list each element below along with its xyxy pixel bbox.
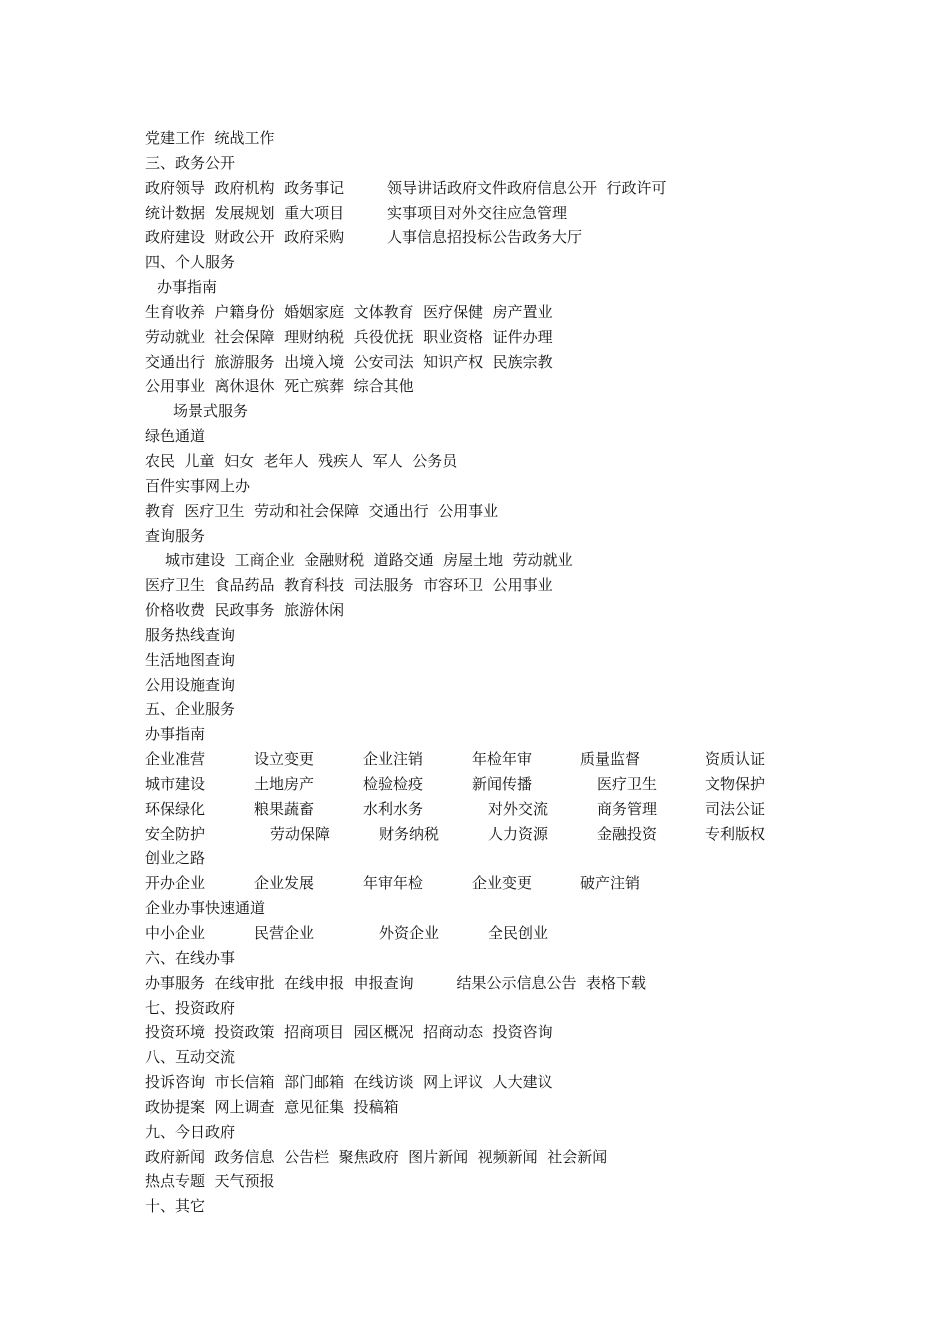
text-line: 政府新闻 政务信息 公告栏 聚焦政府 图片新闻 视频新闻 社会新闻: [145, 1147, 608, 1166]
grid-cell: 司法公证: [705, 799, 766, 818]
subsection-heading: 绿色通道: [145, 427, 206, 446]
subsection-heading: 创业之路: [145, 849, 206, 868]
text-line: 投资环境 投资政策 招商项目 园区概况 招商动态 投资咨询: [145, 1023, 553, 1042]
grid-cell: 企业注销: [363, 750, 424, 769]
section-heading: 九、今日政府: [145, 1122, 236, 1141]
grid-cell: 设立变更: [254, 750, 315, 769]
grid-cell: 专利版权: [705, 824, 766, 843]
text-line: 公用事业 离休退休 死亡殡葬 综合其他: [145, 377, 414, 396]
text-line: 统计数据 发展规划 重大项目 实事项目对外交往应急管理: [145, 203, 567, 222]
grid-cell: 金融投资: [597, 824, 658, 843]
enterprise-grid-row: [145, 772, 845, 797]
grid-cell: 民营企业: [254, 924, 315, 942]
subsection-heading: 百件实事网上办: [145, 476, 251, 495]
subsection-heading: 查询服务: [145, 526, 206, 545]
grid-cell: 破产注销: [580, 874, 641, 893]
text-line: 热点专题 天气预报: [145, 1172, 275, 1191]
grid-cell: 商务管理: [597, 799, 658, 818]
grid-cell: 企业发展: [254, 874, 315, 893]
fast-track-row: [145, 921, 845, 946]
text-line: 服务热线查询: [145, 625, 236, 644]
grid-cell: 土地房产: [254, 774, 315, 793]
text-line: 政府建设 财政公开 政府采购 人事信息招投标公告政务大厅: [145, 228, 582, 247]
grid-cell: 企业变更: [472, 874, 533, 893]
grid-cell: 粮果蔬畜: [254, 799, 315, 818]
section-heading: 五、企业服务: [145, 700, 236, 719]
text-line: 农民 儿童 妇女 老年人 残疾人 军人 公务员: [145, 451, 458, 470]
subsection-heading: 办事指南: [145, 725, 206, 744]
grid-cell: 全民创业: [488, 924, 549, 942]
grid-cell: 检验检疫: [363, 774, 424, 793]
text-line: 城市建设 工商企业 金融财税 道路交通 房屋土地 劳动就业: [165, 551, 573, 570]
text-line: 交通出行 旅游服务 出境入境 公安司法 知识产权 民族宗教: [145, 352, 553, 371]
grid-cell: 中小企业: [145, 924, 206, 942]
section-heading: 七、投资政府: [145, 998, 236, 1017]
grid-cell: 资质认证: [705, 750, 766, 769]
text-line: 劳动就业 社会保障 理财纳税 兵役优抚 职业资格 证件办理: [145, 327, 553, 346]
enterprise-grid-row: [145, 822, 845, 847]
document-body: [145, 126, 845, 1219]
grid-cell: 对外交流: [488, 799, 549, 818]
section-heading: 六、在线办事: [145, 948, 236, 967]
section-heading: 十、其它: [145, 1197, 206, 1216]
subsection-heading: 场景式服务: [173, 402, 249, 421]
grid-cell: 文物保护: [705, 774, 766, 793]
section-heading: 四、个人服务: [145, 253, 236, 272]
subsection-heading: 企业办事快速通道: [145, 899, 266, 918]
section-heading: 三、政务公开: [145, 153, 236, 172]
text-line: 价格收费 民政事务 旅游休闲: [145, 601, 345, 620]
text-line: 公用设施查询: [145, 675, 236, 694]
startup-row: [145, 871, 845, 896]
grid-cell: 医疗卫生: [597, 774, 658, 793]
grid-cell: 财务纳税: [379, 824, 440, 843]
text-line: 医疗卫生 食品药品 教育科技 司法服务 市容环卫 公用事业: [145, 576, 553, 595]
text-line: 政协提案 网上调查 意见征集 投稿箱: [145, 1097, 399, 1116]
grid-cell: 水利水务: [363, 799, 424, 818]
text-line: 生育收养 户籍身份 婚姻家庭 文体教育 医疗保健 房产置业: [145, 302, 553, 321]
grid-cell: 新闻传播: [472, 774, 533, 793]
text-line: 投诉咨询 市长信箱 部门邮箱 在线访谈 网上评议 人大建议: [145, 1073, 553, 1092]
grid-cell: 年审年检: [363, 874, 424, 893]
text-line: 办事服务 在线审批 在线申报 申报查询 结果公示信息公告 表格下载: [145, 973, 647, 992]
enterprise-grid-row: [145, 747, 845, 772]
grid-cell: 劳动保障: [270, 824, 331, 843]
subsection-heading: 办事指南: [157, 278, 218, 297]
grid-cell: 年检年审: [472, 750, 533, 769]
grid-cell: 环保绿化: [145, 799, 206, 818]
grid-cell: 开办企业: [145, 874, 206, 893]
grid-cell: 质量监督: [580, 750, 641, 769]
grid-cell: 企业准营: [145, 750, 206, 769]
section-heading: 八、互动交流: [145, 1048, 236, 1067]
grid-cell: 外资企业: [379, 924, 440, 942]
text-line: 政府领导 政府机构 政务事记 领导讲话政府文件政府信息公开 行政许可: [145, 178, 667, 197]
text-line: 党建工作 统战工作: [145, 129, 275, 147]
text-line: 生活地图查询: [145, 650, 236, 669]
grid-cell: 人力资源: [488, 824, 549, 843]
enterprise-grid-row: [145, 797, 845, 822]
text-line: 教育 医疗卫生 劳动和社会保障 交通出行 公用事业: [145, 501, 499, 520]
grid-cell: 城市建设: [145, 774, 206, 793]
grid-cell: 安全防护: [145, 824, 206, 843]
